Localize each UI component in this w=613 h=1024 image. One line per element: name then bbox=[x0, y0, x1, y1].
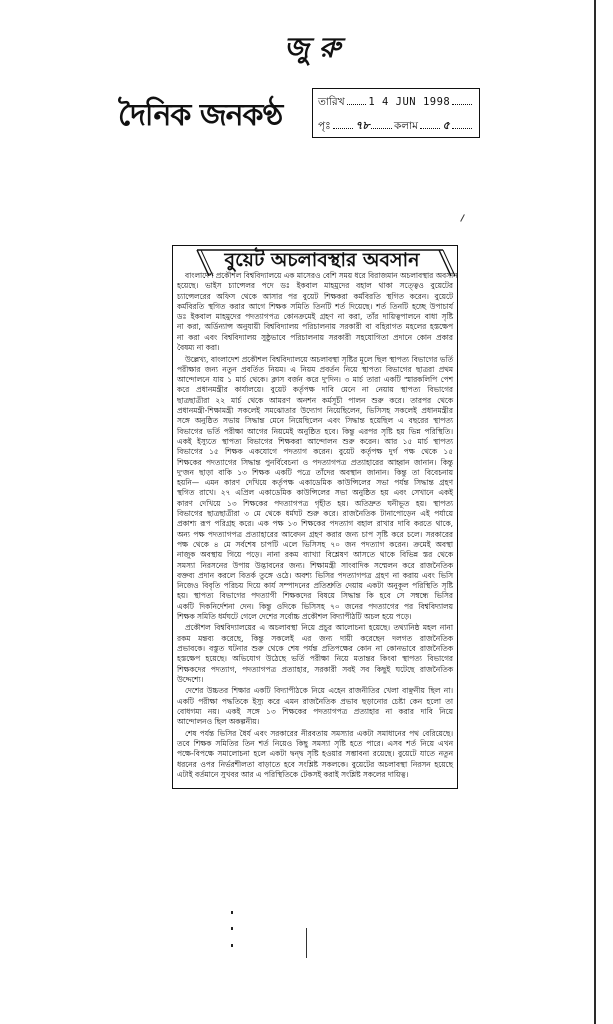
stamp-page-value: ৭৮ bbox=[355, 119, 370, 132]
article-line: প্রধানমন্ত্রী-শিক্ষামন্ত্রী সকলেই সমঝোতার উদ্যোগ নিয়েছিলেন, ভিসিসহ সকলেই প্রধানমন্ত্রীর bbox=[177, 406, 453, 416]
article-line: সঙ্গে অনুষ্ঠিত সভায় সিদ্ধান্ত মেনে নিয়েছিলেন এবং সিদ্ধান্ত হয়েছিল এ বছরের স্থাপত্য bbox=[177, 416, 453, 426]
article-line: শিক্ষক সমিতি ধর্মঘটে গেলে দেশের সর্বোচ্চ প্রকৌশল বিদ্যাপীঠটি অচল হয়ে পড়ে। bbox=[177, 611, 412, 621]
article-line: ধরনের ওপর নির্ভরশীলতা বাড়াতে হবে সংশ্লিষ্ট সকলকে। বুয়েটের অচলাবস্থা নিরসন হয়েছে bbox=[177, 759, 453, 769]
dotted-leader bbox=[420, 120, 440, 129]
article-line: আন্দোলনে যায় ১ মার্চ থেকে। ক্লাস বর্জন করে দু'দিন। ৩ মার্চ তারা একটি স্মারকলিপি পেশ bbox=[177, 375, 453, 385]
bottom-dot-mark bbox=[231, 944, 233, 947]
article-line: ডঃ ইকবাল মাহমুদের পদত্যাগপত্র কোনক্রমেই গ্রহণ না করা, তাঁর দায়িত্বপালনে বাধা সৃষ্টি bbox=[177, 312, 453, 322]
article-line: সমস্যা নিরসনের উপায় উদ্ভাবনের জন্য। শিক্ষামন্ত্রী সাংবাদিক সম্মেলন করে রাজনৈতিক bbox=[177, 560, 453, 570]
article-line: ছাত্রছাত্রীরা ২২ মার্চ থেকে আমরণ অনশন কর্মসূচী পালন শুরু করে। তারপর থেকে bbox=[177, 395, 453, 405]
article-line: বক্তব্য প্রদান করলে বিতর্ক তুঙ্গে ওঠে। অবশ্য ভিসির পদত্যাগপত্র গ্রহণ না করায় এবং ভিসি bbox=[177, 570, 453, 580]
article-line: কারণ দেখিয়ে ১৩ শিক্ষকের পদত্যাগপত্র গৃহীত হয়। অতিদ্রুত ঘনীভূত হয়। স্থাপত্য bbox=[177, 498, 453, 508]
article-line: নিজেও বিবৃতি পরিচয় দিয়ে কার্য সম্পাদনের প্রতিশ্রুতি দেয়ায় একটা অনুকূল পরিস্থিতি সৃষ্টি bbox=[177, 581, 453, 591]
date-stamp bbox=[312, 88, 480, 138]
article-line: বিভাগের ১৫ শিক্ষক একযোগে পদত্যাগ করেন। বুয়েট কর্তৃপক্ষ দুর্গ পক্ষ থেকে ১৫ bbox=[177, 447, 453, 457]
dotted-leader bbox=[347, 96, 367, 105]
news-clipping bbox=[172, 245, 458, 789]
article-line: হয়। স্থাপত্য বিভাগের পদত্যাগী শিক্ষকদের বিষয়ে সিদ্ধান্ত কি হবে সে সম্বন্ধে ভিসির bbox=[177, 591, 453, 601]
article-line: তবে শিক্ষক সমিতির তিন শর্ত নিয়েও কিছু সমস্যা সৃষ্টি হতে পারে। এসব শর্ত নিয়ে এখন bbox=[177, 739, 453, 749]
article-line: প্রভাবকে। বস্তুত ঘটনার শুরু থেকে শেষ পর্যন্ত প্রতিপক্ষের কোন না কোনভাবে রাজনৈতিক bbox=[177, 644, 453, 654]
article-line: দেশের উচ্চতর শিক্ষার একটি বিদ্যাপীঠকে নিয়ে এহেন রাজনীতির খেলা বাঞ্ছনীয় ছিল না। bbox=[185, 686, 453, 696]
stamp-date-row bbox=[318, 95, 474, 112]
article-line: বিভাগের ভর্তি পরীক্ষা আগের নিয়মেই অনুষ্ঠিত হবে। কিন্তু এরপর সৃষ্টি হয় ভিন্ন পরিস্থিতি। bbox=[177, 426, 453, 436]
article-line: নাজুক অবস্থায় গিয়ে পড়ে। নানা রকম ব্যাখ্যা বিশ্লেষণ আসতে থাকে বিভিন্ন স্তর থেকে bbox=[177, 550, 453, 560]
article-line: বৈষম্য না করা। bbox=[177, 343, 220, 353]
bottom-vertical-mark bbox=[306, 928, 307, 958]
stamp-date-label: তারিখ bbox=[318, 96, 345, 108]
article-line: উদ্দেশ্যে। bbox=[177, 674, 204, 684]
article-line: স্থগিত রাখে। ২৭ এপ্রিল একাডেমিক কাউন্সিলের সভা অনুষ্ঠিত হয় এবং সেখানে একই bbox=[177, 488, 453, 498]
article-paragraph bbox=[177, 271, 458, 353]
bottom-dot-mark bbox=[231, 911, 233, 914]
article-paragraph bbox=[177, 623, 453, 685]
article-line: হস্তক্ষেপ হয়েছে। অভিযোগ উঠেছে ভর্তি পরীক্ষা নিয়ে মতান্তর কিংবা স্থাপত্য বিভাগের bbox=[177, 654, 453, 664]
handwritten-mark: জু রু bbox=[284, 31, 341, 64]
article-line: রকম মন্তব্য করেছে, কিন্তু সকলেই এর জন্য দায়ী করেছেন দলগত রাজনৈতিক bbox=[177, 633, 453, 643]
article-line: হয়নি— এমন কারণ দেখিয়ে কর্তৃপক্ষ একাডেমিক কাউন্সিলের সভা পর্যন্ত সিদ্ধান্ত গ্রহণ bbox=[177, 478, 453, 488]
dotted-leader bbox=[371, 120, 391, 129]
article-line: প্রকাশ্য রূপ পরিগ্রহ করে। এক পক্ষ ১৩ শিক্ষকের পদত্যাগ বহাল রাখার দাবি করতে থাকে, bbox=[177, 519, 453, 529]
article-line: শেষ পর্যন্ত ভিসির ধৈর্য এবং সরকারের নীরবতায় সমস্যার একটা সমাধানের পথ বেরিয়েছে। bbox=[185, 728, 453, 738]
dotted-leader bbox=[452, 120, 472, 129]
article-line: পক্ষে-বিপক্ষে সমালোচনা হলে একটা দ্বন্দ্ব সৃষ্টি হওয়ার সম্ভাবনা রয়েছে। বুয়েটে যাতে নতুন bbox=[177, 749, 453, 759]
article-line: এটাই বর্তমানে সুখবর আর এ পরিস্থিতিকে টেকসই করাই সংশ্লিষ্ট সকলের দায়িত্ব। bbox=[177, 770, 409, 779]
article-line: দু'জন ছাড়া বাকি ১৩ শিক্ষক একটি পত্রে তাঁদের অবস্থান জানান। কিন্তু তা বিবেচনায় bbox=[177, 467, 453, 477]
article-line: উল্লেখ্য, বাংলাদেশ প্রকৌশল বিশ্ববিদ্যালয়ে অচলাবস্থা সৃষ্টির মূলে ছিল স্থাপত্য বিভাগের ভর্তি bbox=[185, 354, 453, 364]
article-line: একই ইস্যুতে স্থাপত্য বিভাগের শিক্ষকরা আন্দোলন শুরু করেন। আর ১৫ মার্চ স্থাপত্য bbox=[177, 436, 453, 446]
stamp-date-value: 1 4 JUN 1998 bbox=[368, 96, 451, 108]
article-line: পক্ষ থেকে ৪ মে সর্বশেষ চাপটি এলে ভিসিসহ ৭০ জন পদত্যাগ করেন। ক্রমেই অবস্থা bbox=[177, 539, 453, 549]
article-paragraph bbox=[177, 729, 453, 780]
dotted-leader bbox=[452, 96, 472, 105]
stamp-page-row bbox=[318, 117, 474, 136]
article-line: চ্যান্সেলরের অফিস থেকে আসার পর বুয়েট শিক্ষকরা কর্মবিরতি স্থগিত করেন। বুয়েটে bbox=[177, 291, 453, 301]
article-line: প্রকৌশল বিশ্ববিদ্যালয়ের এ অচলাবস্থা নিয়ে প্রচুর আলোচনা হয়েছে। তথ্যানিষ্ঠ মহল নানা bbox=[185, 623, 453, 633]
article-line: বাংলাদেশ প্রকৌশল বিশ্ববিদ্যালয়ে এক মাসেরও বেশি সময় ধরে বিরাজমান অচলাবস্থার অবসান bbox=[185, 271, 458, 280]
article-line: পরীক্ষার জন্য নতুন প্রবর্তিত নিয়ম। এ নিয়ম প্রবর্তন নিয়ে স্থাপত্য বিভাগের ছাত্ররা প্রথম bbox=[177, 364, 453, 374]
article-line: করে প্রধানমন্ত্রীর কার্যালয়ে। বুয়েট কর্তৃপক্ষ দাবি মেনে না নেয়ায় স্থাপত্য বিভাগের bbox=[177, 385, 453, 395]
article-line: আন্দোলনও ছিল অকল্পনীয়। bbox=[177, 717, 260, 727]
article-line: হয়েছে। ভাইস চ্যান্সেলর পদে ডঃ ইকবাল মাহমুদের বহাল থাকা সত্ত্বেও বুয়েটের bbox=[177, 281, 453, 291]
article-line: না করা, অর্ডিন্যান্স অনুযায়ী বিশ্ববিদ্যালয় পরিচালনায় সরকারী বা বহিরাগত মহলের হস্তক্ষেপ bbox=[177, 322, 453, 332]
stamp-column-label: কলাম bbox=[393, 120, 418, 132]
article-line: বোধগম্য নয়। একই সঙ্গে ১৩ শিক্ষকের পদত্যাগপত্র প্রত্যাহার না করার দাবি নিয়ে bbox=[177, 707, 453, 717]
article-line: শিক্ষকদের পদত্যাগ, পদত্যাগপত্র প্রত্যাহার, সরকারী সবই সব কিছুই ঘটেছে রাজনৈতিক bbox=[177, 664, 453, 674]
article-line: কর্মবিরতি স্থগিত করার আগে শিক্ষক সমিতি তিনটি শর্ত দিয়েছে। শর্ত তিনটি হচ্ছে উপাচার্য bbox=[177, 301, 453, 311]
article-line: একটি দিকনির্দেশনা দেন। কিন্তু ওদিকে ভিসিসহ ৭০ জনের পদত্যাগের পর বিশ্ববিদ্যালয় bbox=[177, 601, 453, 611]
stamp-page-label: পৃঃ bbox=[318, 120, 331, 132]
dotted-leader bbox=[333, 120, 353, 129]
article-line: শিক্ষকের পদত্যাগের সিদ্ধান্ত পুনর্বিবেচনা ও পদত্যাগপত্র প্রত্যাহারের আহ্বান জানান। কিন্তু bbox=[177, 457, 453, 467]
article-headline: বুয়েট অচলাবস্থার অবসান bbox=[224, 249, 420, 271]
bottom-dot-mark bbox=[231, 927, 233, 930]
article-line: না করা এবং বিশ্ববিদ্যালয় সুষ্ঠুভাবে পরিচালনায় সরকারী সহযোগিতা প্রদানে কোন প্রকার bbox=[177, 332, 453, 342]
stamp-column-value: ৫ bbox=[442, 119, 450, 132]
article-line: বিভাগের ছাত্রছাত্রীরা ৩ মে থেকে ধর্মঘট শুরু করে। রাজনৈতিক টানাপোড়েন এই পর্যায়ে bbox=[177, 509, 453, 519]
article-line: অন্য পক্ষ পদত্যাগপত্র প্রত্যাহারের আবেদন গ্রহণ করার জন্য চাপ সৃষ্টি করে চলে। সরকারের bbox=[177, 529, 453, 539]
pen-tick-mark bbox=[460, 214, 465, 222]
article-paragraph bbox=[177, 355, 453, 623]
scan-edge-line bbox=[594, 0, 596, 1024]
article-paragraph bbox=[177, 686, 453, 727]
newspaper-masthead: দৈনিক জনকণ্ঠ bbox=[118, 98, 283, 133]
article-line: একটি পরীক্ষা পদ্ধতিকে ইস্যু করে এমন রাজনৈতিক প্রভাব ছড়ানোর চেষ্টা কেন হলো তা bbox=[177, 696, 453, 706]
article-body bbox=[177, 271, 458, 781]
